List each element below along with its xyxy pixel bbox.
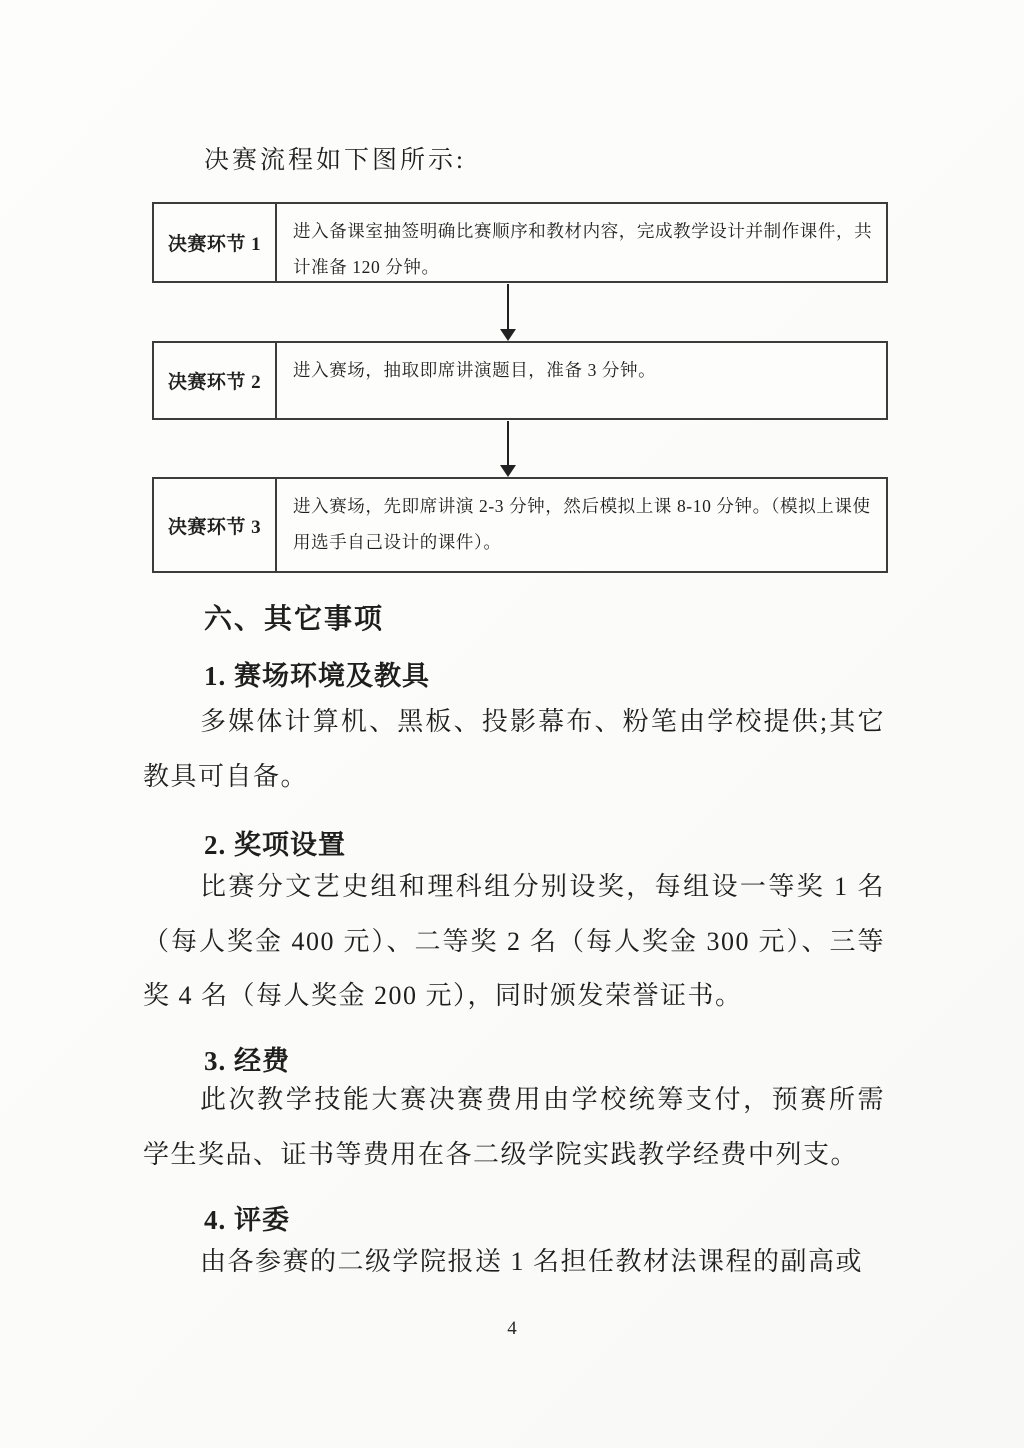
flowchart-step-2-label: 决赛环节 2 (154, 343, 277, 418)
arrow-head-icon (500, 329, 516, 341)
flow-arrow-down-2 (499, 421, 516, 477)
flowchart-step-1-label: 决赛环节 1 (154, 204, 277, 281)
subsection-4-title: 4. 评委 (204, 1205, 290, 1235)
subsection-2-body: 比赛分文艺史组和理科组分别设奖，每组设一等奖 1 名（每人奖金 400 元）、二等奖 2 名（每人奖金 300 元）、三等奖 4 名（每人奖金 200 元），同时颁发荣誉证书。 (143, 872, 885, 1010)
flowchart-step-1-description: 进入备课室抽签明确比赛顺序和教材内容，完成教学设计并制作课件，共计准备 120 分钟。 (293, 221, 873, 277)
intro-line: 决赛流程如下图所示: (204, 147, 466, 174)
flowchart-step-3 (152, 477, 888, 573)
arrow-shaft (507, 284, 509, 329)
subsection-3-title: 3. 经费 (204, 1046, 290, 1076)
flow-arrow-down-1 (499, 284, 516, 341)
subsection-4-body: 由各参赛的二级学院报送 1 名担任教材法课程的副高或 (200, 1247, 864, 1276)
subsection-2-title: 2. 奖项设置 (204, 830, 346, 860)
flowchart-step-3-label: 决赛环节 3 (154, 479, 277, 571)
arrow-head-icon (500, 465, 516, 477)
page-number: 4 (507, 1318, 517, 1339)
subsection-1-body: 多媒体计算机、黑板、投影幕布、粉笔由学校提供;其它教具可自备。 (143, 707, 885, 791)
arrow-shaft (507, 421, 509, 465)
flowchart-step-3-description: 进入赛场，先即席讲演 2-3 分钟，然后模拟上课 8-10 分钟。（模拟上课使用选手自己设计的课件）。 (293, 496, 871, 552)
flowchart-step-2-description: 进入赛场，抽取即席讲演题目，准备 3 分钟。 (293, 360, 657, 380)
flowchart-step-2 (152, 341, 888, 420)
subsection-1-title: 1. 赛场环境及教具 (204, 661, 430, 691)
flowchart-step-1 (152, 202, 888, 283)
subsection-3-body: 此次教学技能大赛决赛费用由学校统筹支付，预赛所需学生奖品、证书等费用在各二级学院实践教学经费中列支。 (143, 1085, 885, 1169)
section-heading: 六、其它事项 (204, 604, 385, 635)
